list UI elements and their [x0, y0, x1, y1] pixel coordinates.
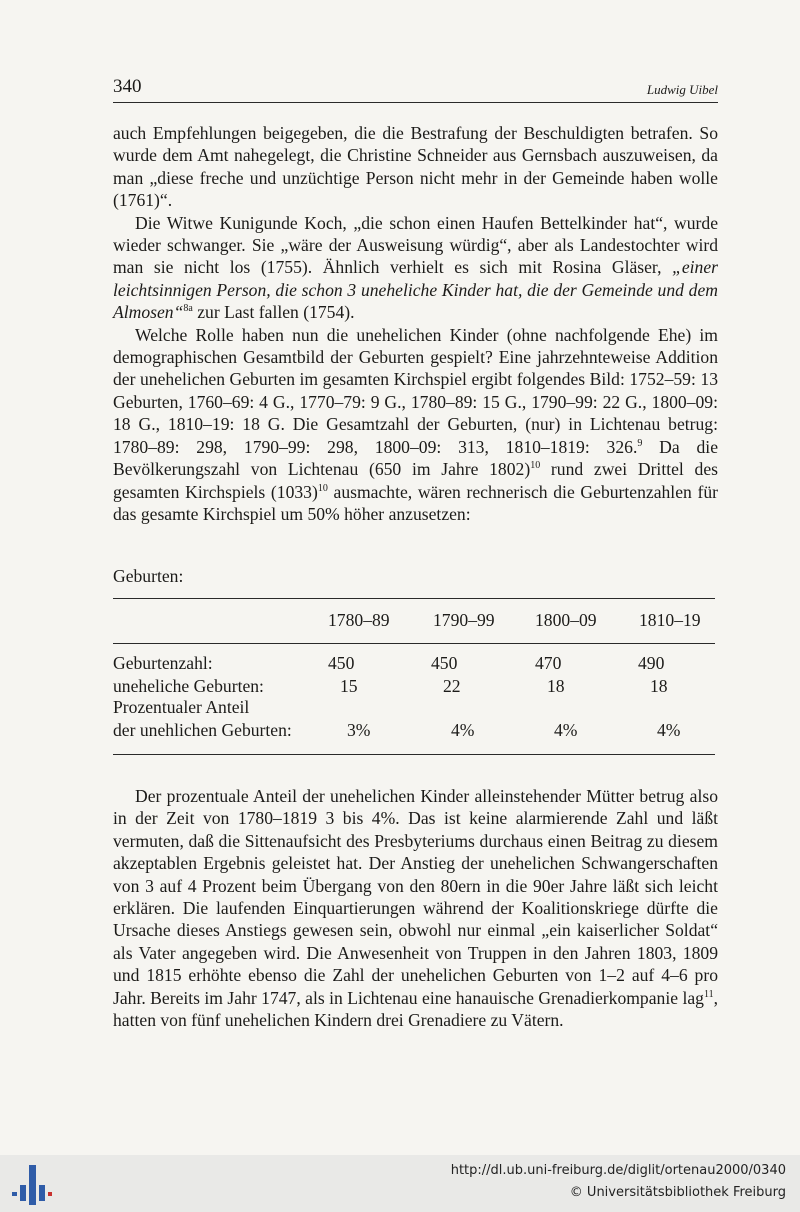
footnote-ref: 11	[703, 988, 714, 1000]
table-col-header: 1780–89	[328, 610, 390, 630]
paragraph-2-text: Die Witwe Kunigunde Koch, „die schon einen Haufen Bettelkinder hat“, wurde wieder schwanger. Sie „wäre der Ausweisung würdig“, aber als Landestochter wird man sie nicht los (1755). Ähnlich verhielt es sich mit Rosina Gläser,	[113, 212, 718, 278]
table-cell: 22	[443, 676, 461, 696]
table-col-header: 1800–09	[535, 610, 597, 630]
table-cell: 4%	[657, 720, 681, 740]
table-cell: 450	[328, 653, 355, 673]
table-row-label: Prozentualer Anteil	[113, 697, 250, 717]
table-cell: 4%	[554, 720, 578, 740]
table-caption: Geburten:	[113, 566, 184, 586]
table-cell: 470	[535, 653, 562, 673]
footnote-ref: 10	[317, 482, 328, 494]
table-cell: 490	[638, 653, 665, 673]
table-header-rule	[113, 643, 715, 644]
paragraph-1: auch Empfehlungen beigegeben, die die Bestrafung der Beschuldigten betrafen. So wurde dem Amt nahegelegt, die Christine Schneider aus Gernsbach auszuweisen, da man „diese freche und unzüchtige Person nicht mehr in der Gemeinde haben wolle (1761)“.	[113, 123, 718, 211]
body-text-bottom	[113, 785, 718, 1031]
copyright-text: © Universitätsbibliothek Freiburg	[569, 1185, 786, 1200]
footnote-ref: 8a	[183, 303, 193, 315]
source-url-link[interactable]: http://dl.ub.uni-freiburg.de/diglit/ortenau2000/0340	[450, 1163, 786, 1178]
births-table	[113, 598, 715, 755]
table-cell: 18	[650, 676, 668, 696]
table-row-label: der unehlichen Geburten:	[113, 720, 292, 740]
table-cell: 450	[431, 653, 458, 673]
page-header	[113, 76, 718, 103]
table-cell: 4%	[451, 720, 475, 740]
footnote-ref: 10	[530, 460, 541, 472]
page-number: 340	[113, 76, 142, 97]
paragraph-2	[113, 212, 718, 324]
paragraph-4-text-end: , hatten von fünf unehelichen Kindern drei Grenadiere zu Vätern.	[113, 987, 718, 1031]
paragraph-3-text-d: ausmachte, wären rechnerisch die Geburtenzahlen für das gesamte Kirchspiel um 50% höher anzusetzen:	[113, 481, 718, 524]
paragraph-3-text: Welche Rolle haben nun die unehelichen Kinder (ohne nachfolgende Ehe) im demographischen Gesamtbild der Geburten gespielt? Eine jahrzehnteweise Addition der unehelichen Geburten im gesamten Kirchspiel ergibt folgendes Bild: 1752–59: 13 Geburten, 1760–69: 4 G., 1770–79: 9 G., 1780–89: 15 G., 1790–99: 22 G., 1800–09: 18 G., 1810–19: 18 G. Die Gesamtzahl der Geburten, (nur) in Lichtenau betrug: 1780–89: 298, 1790–99: 298, 1800–09: 313, 1810–1819: 326.	[113, 324, 718, 457]
table-cell: 15	[340, 676, 358, 696]
body-text-top	[113, 122, 718, 525]
table-row-label: uneheliche Geburten:	[113, 676, 264, 696]
table-row-label: Geburtenzahl:	[113, 653, 213, 673]
table-col-header: 1810–19	[639, 610, 701, 630]
paragraph-3-text-b: Da die Bevölkerungszahl von Lichtenau (650 im Jahre 1802)	[113, 436, 719, 480]
quote-rosina-glaeser: „einer leichtsinnigen Person, die schon 3 uneheliche Kinder hat, die der Gemeinde und dem Almosen“	[113, 257, 718, 323]
ub-freiburg-logo-icon[interactable]	[12, 1165, 52, 1205]
paragraph-4-text: Der prozentuale Anteil der unehelichen Kinder alleinstehender Mütter betrug also in der Zeit von 1780–1819 3 bis 4%. Das ist keine alarmierende Zahl und läßt vermuten, daß die Sittenaufsicht des Presbyteriums durchaus einen Beitrag zu diesem akzeptablen Ergebnis geleistet hat. Der Anstieg der unehelichen Schwangerschaften von 3 auf 4 Prozent beim Übergang von den 80ern in die 90er Jahre läßt sich leicht erklären. Die laufenden Einquartierungen während der Koalitionskriege dürfte die Ursache dieses Anstiegs gewesen sein, obwohl nur einmal „ein kaiserlicher Soldat“ als Vater angegeben wird. Die Anwesenheit von Truppen in den Jahren 1803, 1809 und 1815 erhöhte ebenso die Zahl der unehelichen Geburten von 1–2 auf 4–6 pro Jahr. Bereits im Jahr 1747, als in Lichtenau eine hanauische Grenadierkompanie lag	[113, 786, 718, 1008]
table-col-header: 1790–99	[433, 610, 495, 630]
paragraph-4	[113, 785, 718, 1031]
table-cell: 18	[547, 676, 565, 696]
viewer-footer	[0, 1155, 800, 1212]
running-head-author: Ludwig Uibel	[646, 82, 718, 97]
paragraph-3-text-c: rund zwei Drittel des gesamten Kirchspiels (1033)	[113, 459, 718, 502]
table-cell: 3%	[347, 720, 371, 740]
footnote-ref: 9	[637, 437, 643, 449]
paragraph-2-text-end: zur Last fallen (1754).	[192, 302, 355, 323]
paragraph-3	[113, 324, 718, 526]
